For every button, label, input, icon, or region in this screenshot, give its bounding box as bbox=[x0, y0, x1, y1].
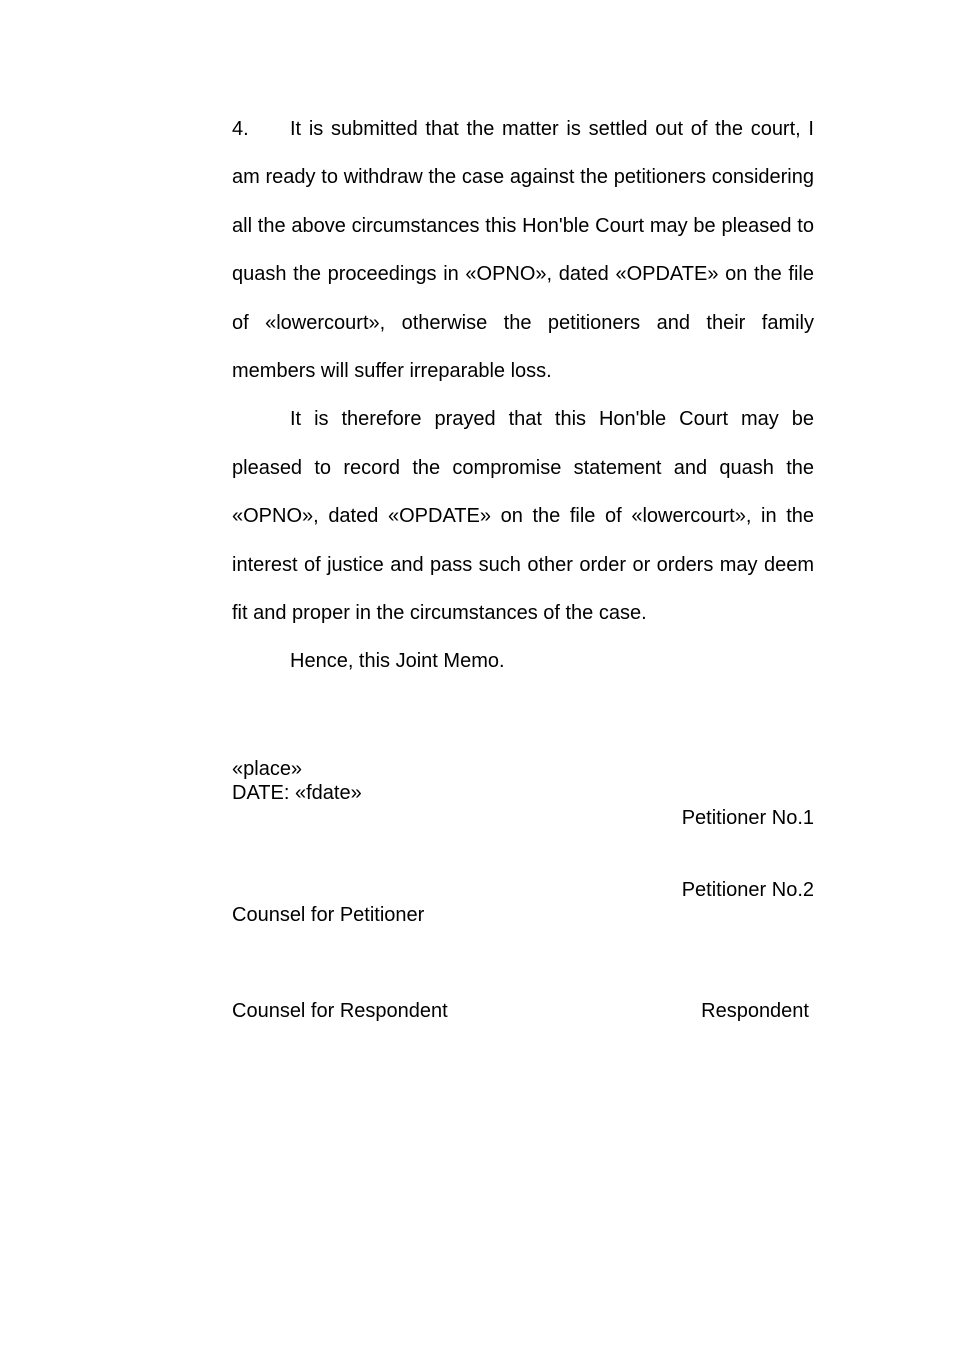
petitioner-1-signature: Petitioner No.1 bbox=[681, 807, 814, 829]
date-field: DATE: «fdate» bbox=[232, 782, 362, 804]
paragraph-4-text: It is submitted that the matter is settled out of the court, I am ready to withdraw the case against the petitioners considering all the above circumstances this Hon'ble Court may be pleased to quash the proceedings in «OPNO», dated «OPDATE» on the file of «lowercourt», otherwise the petitioners and their family members will suffer irreparable loss. bbox=[232, 118, 814, 383]
prayer-paragraph: It is therefore prayed that this Hon'ble Court may be pleased to record the compromise statement and quash the «OPNO», dated «OPDATE» on the file of «lowercourt», in the interest of justice and pass such other order or orders may deem fit and proper in the circumstances of the case. bbox=[232, 408, 814, 625]
paragraph-4 bbox=[232, 105, 814, 395]
place-field: «place» bbox=[232, 758, 303, 780]
document-body bbox=[232, 105, 814, 686]
paragraph-number: 4. bbox=[232, 118, 249, 140]
counsel-petitioner-signature: Counsel for Petitioner bbox=[232, 904, 425, 926]
place-date-block bbox=[232, 757, 362, 805]
petitioner-2-signature: Petitioner No.2 bbox=[681, 879, 814, 901]
closing-paragraph: Hence, this Joint Memo. bbox=[290, 650, 505, 673]
counsel-respondent-signature: Counsel for Respondent bbox=[232, 1000, 448, 1022]
respondent-signature: Respondent bbox=[701, 1000, 809, 1022]
